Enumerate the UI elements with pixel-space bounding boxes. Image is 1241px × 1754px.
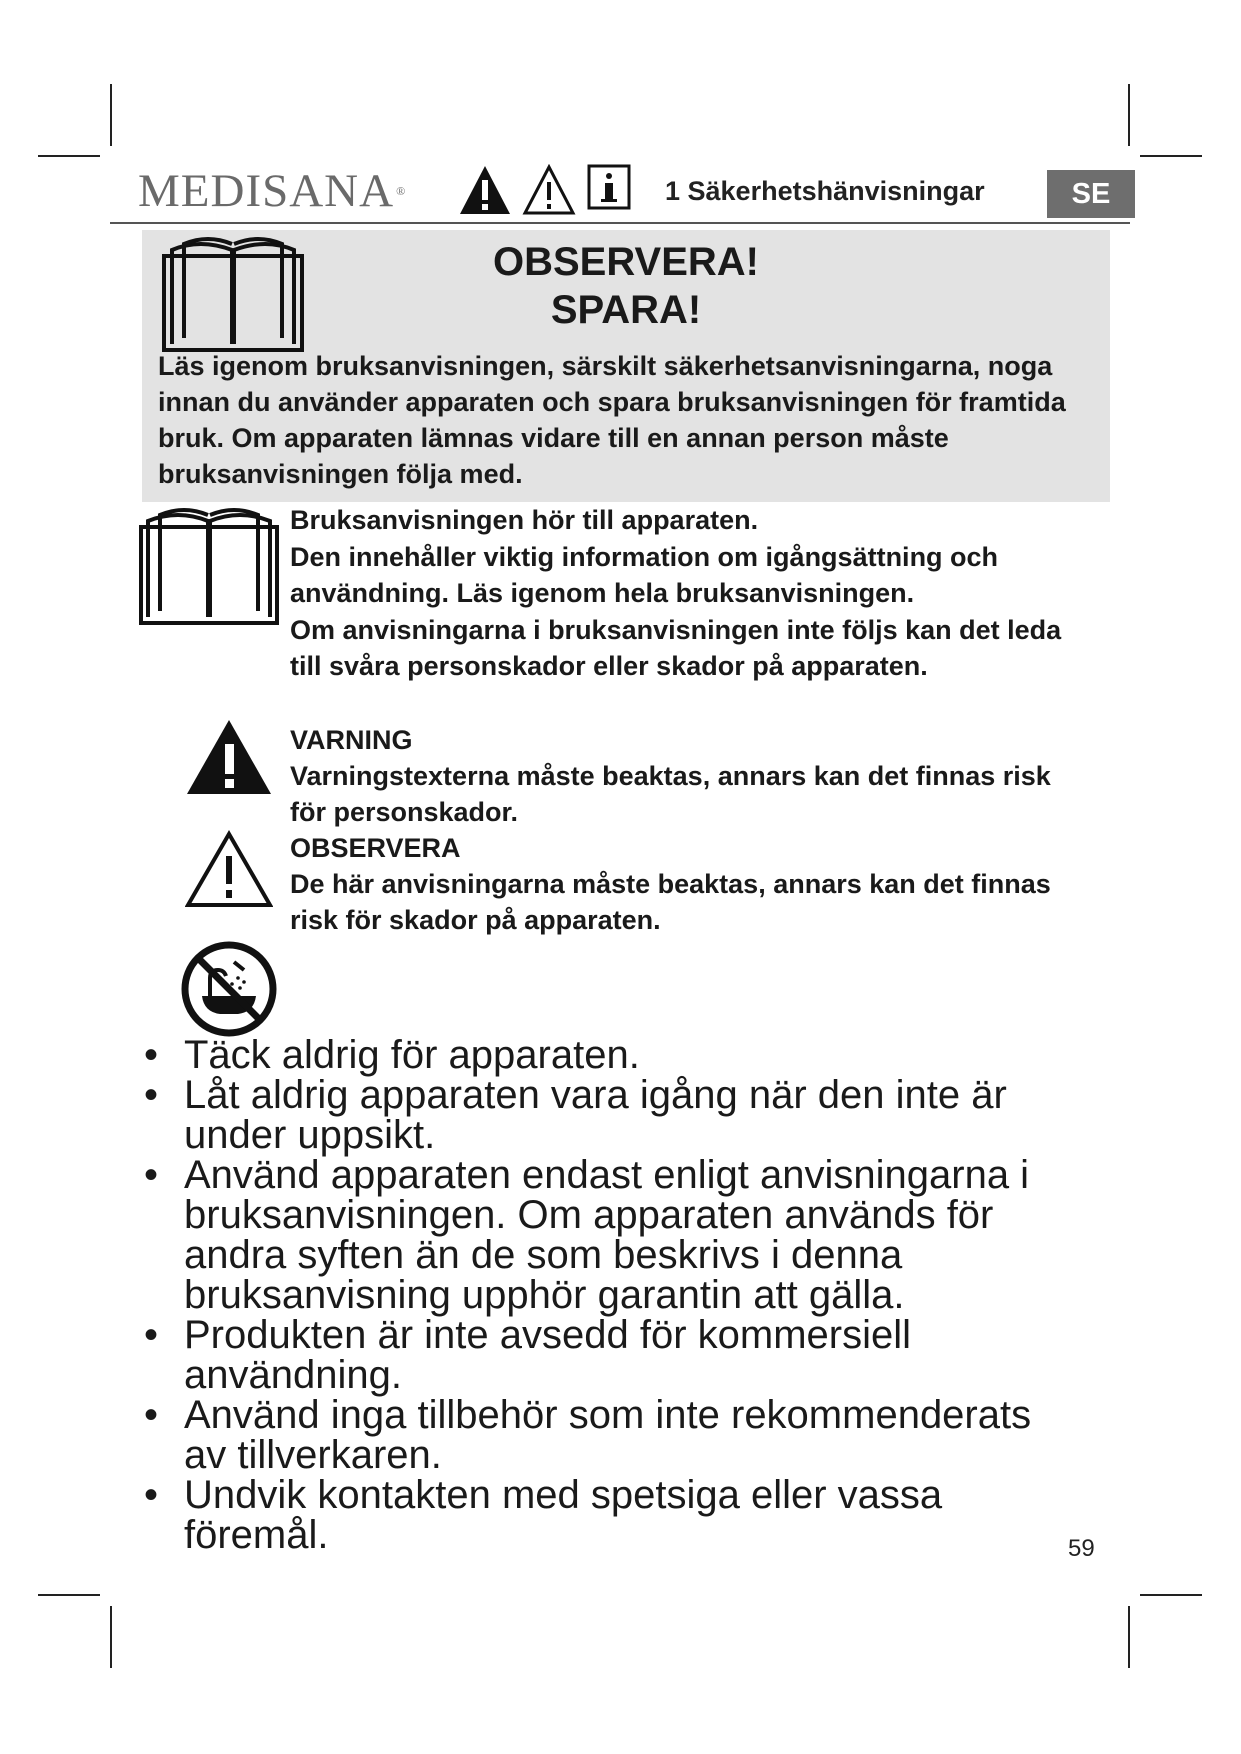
list-item: • Undvik kontakten med spetsiga eller vassa föremål. — [144, 1473, 943, 1557]
manual-info-line: Om anvisningarna i bruksanvisningen inte följs kan det leda till svåra personskador eller skador på apparaten. — [290, 614, 1062, 681]
caution-text: De här anvisningarna måste beaktas, annars kan det finnas risk för skador på apparaten. — [290, 869, 1051, 935]
list-item: • Låt aldrig apparaten vara igång när den inte är under uppsikt. — [144, 1073, 1007, 1157]
page-header — [110, 160, 1135, 222]
list-item: • Täck aldrig för apparaten. — [144, 1033, 640, 1077]
warning-outline-icon — [522, 164, 576, 216]
open-book-icon — [138, 505, 280, 627]
crop-mark — [110, 1606, 112, 1668]
warning-title: VARNING — [290, 725, 413, 755]
page-number: 59 — [1068, 1535, 1095, 1562]
crop-mark — [1128, 84, 1130, 146]
notice-heading-line: SPARA! — [550, 288, 702, 332]
notice-heading — [142, 238, 1110, 334]
no-bathing-icon — [180, 940, 278, 1038]
manual-info-line: Bruksanvisningen hör till apparaten. — [290, 505, 759, 535]
caution-title: OBSERVERA — [290, 833, 461, 863]
warning-filled-icon — [458, 164, 512, 216]
manual-info-line: Den innehåller viktig information om igångsättning och användning. Läs igenom hela bruksanvisningen. — [290, 541, 999, 608]
crop-mark — [38, 1594, 100, 1596]
manual-info — [290, 502, 1090, 685]
notice-body: Läs igenom bruksanvisningen, särskilt säkerhetsanvisningarna, noga innan du använder apparaten och spara bruksanvisningen för framtida bruk. Om apparaten lämnas vidare till en annan person måste bruksanvisningen följa med. — [158, 351, 1066, 489]
header-icons — [458, 164, 637, 218]
caution-notice — [290, 830, 1090, 938]
list-item: • Använd inga tillbehör som inte rekommenderats av tillverkaren. — [144, 1393, 1032, 1477]
crop-mark — [38, 155, 100, 157]
crop-mark — [110, 84, 112, 146]
warning-notice — [290, 722, 1090, 830]
warning-filled-icon — [185, 718, 273, 796]
header-divider — [110, 222, 1130, 224]
info-icon — [587, 164, 631, 210]
language-badge: SE — [1047, 170, 1135, 218]
list-item: • Använd apparaten endast enligt anvisningarna i bruksanvisningen. Om apparaten används för andra syften än de som beskrivs i denna bruksanvisning upphör garantin att gälla. — [144, 1153, 1030, 1317]
notice-heading-line: OBSERVERA! — [493, 240, 759, 284]
warning-outline-icon — [185, 830, 273, 908]
crop-mark — [1140, 1594, 1202, 1596]
warning-text: Varningstexterna måste beaktas, annars kan det finnas risk för personskador. — [290, 761, 1051, 827]
brand-logo: MEDISANA ® — [138, 165, 407, 217]
crop-mark — [1128, 1606, 1130, 1668]
notice-box — [142, 230, 1110, 502]
crop-mark — [1140, 155, 1202, 157]
list-item: • Produkten är inte avsedd för kommersiell användning. — [144, 1313, 911, 1397]
safety-bullet-list — [140, 1035, 1080, 1555]
section-title: 1 Säkerhetshänvisningar — [665, 176, 985, 206]
